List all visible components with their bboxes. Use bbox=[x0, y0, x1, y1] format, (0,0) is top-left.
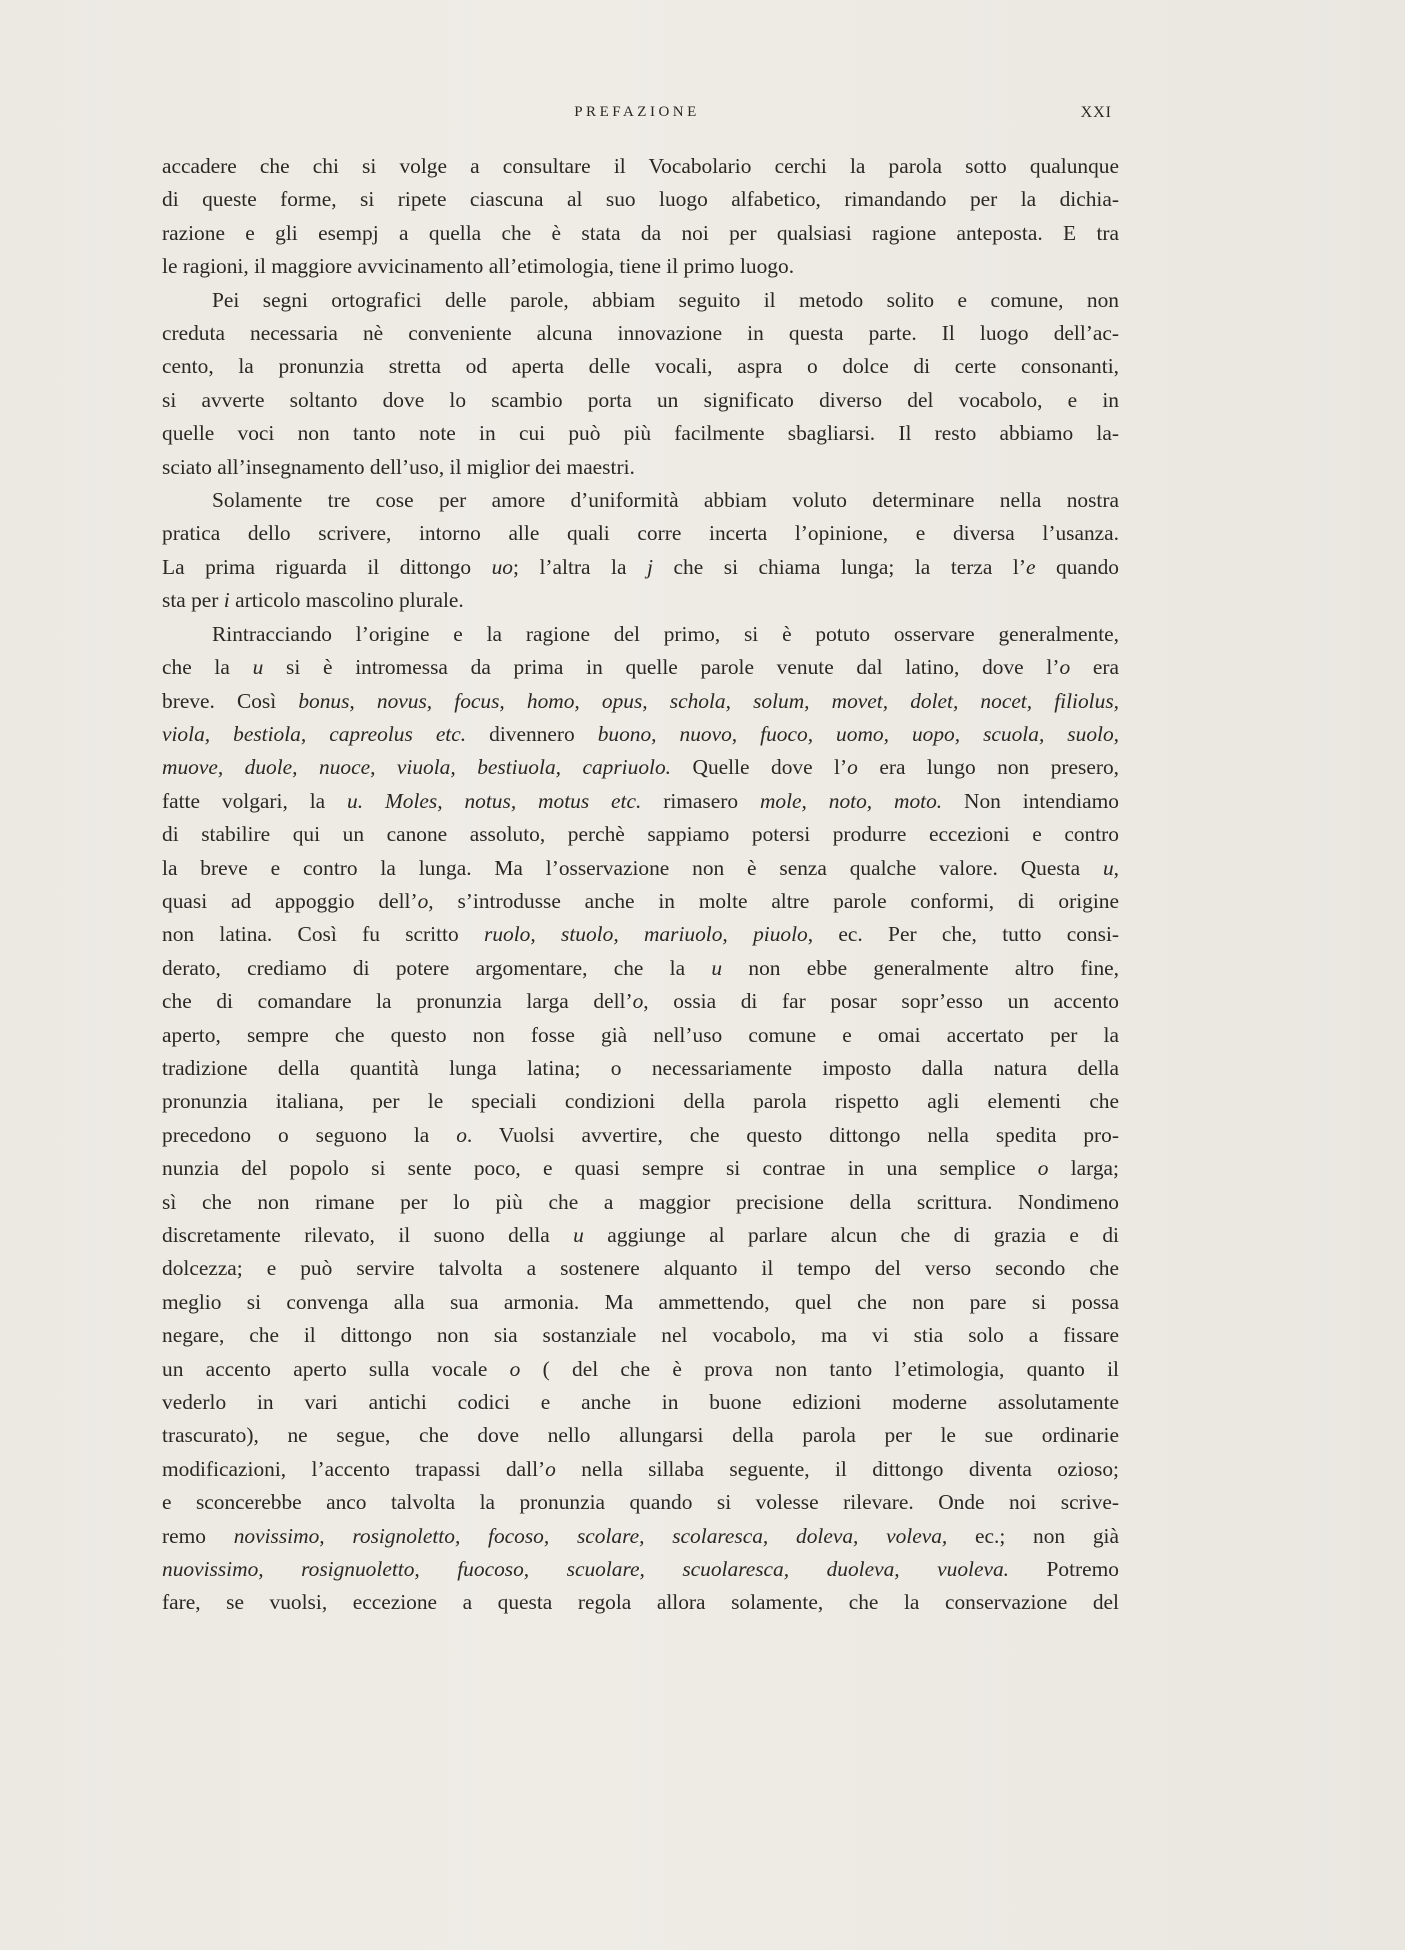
text-line: sciato all’insegnamento dell’uso, il miglior dei maestri. bbox=[162, 454, 635, 479]
text-line: fare, se vuolsi, eccezione a questa regola allora solamente, che la conservazione del bbox=[162, 1590, 1119, 1615]
text-line: Solamente tre cose per amore d’uniformità abbiam voluto determinare nella nostra bbox=[212, 488, 1119, 513]
text-line: quelle voci non tanto note in cui può più facilmente sbagliarsi. Il resto abbiamo la- bbox=[162, 421, 1119, 446]
text-line: modificazioni, l’accento trapassi dall’o nella sillaba seguente, il dittongo diventa ozioso; bbox=[162, 1456, 1119, 1481]
text-line: fatte volgari, la u. Moles, notus, motus etc. rimasero mole, noto, moto. Non intendiamo bbox=[162, 788, 1119, 813]
text-line: le ragioni, il maggiore avvicinamento all’etimologia, tiene il primo luogo. bbox=[162, 254, 795, 279]
text-line: breve. Così bonus, novus, focus, homo, opus, schola, solum, movet, dolet, nocet, filiolus, bbox=[162, 688, 1119, 713]
text-line: pratica dello scrivere, intorno alle quali corre incerta l’opinione, e diversa l’usanza. bbox=[162, 521, 1119, 546]
text-line: precedono o seguono la o. Vuolsi avvertire, che questo dittongo nella spedita pro- bbox=[162, 1122, 1119, 1147]
page-number: XXI bbox=[1080, 104, 1112, 121]
text-line: sì che non rimane per lo più che a maggior precisione della scrittura. Nondimeno bbox=[162, 1189, 1119, 1214]
text-line: accadere che chi si volge a consultare il Vocabolario cerchi la parola sotto qualunque bbox=[162, 154, 1119, 178]
text-line: creduta necessaria nè conveniente alcuna innovazione in questa parte. Il luogo dell’ac- bbox=[162, 321, 1119, 346]
text-line: La prima riguarda il dittongo uo; l’altra la j che si chiama lunga; la terza l’e quando bbox=[162, 554, 1119, 579]
text-line: vederlo in vari antichi codici e anche in buone edizioni moderne assolutamente bbox=[162, 1390, 1119, 1415]
text-line: non latina. Così fu scritto ruolo, stuolo, mariuolo, piuolo, ec. Per che, tutto consi- bbox=[162, 922, 1120, 947]
paragraph bbox=[162, 484, 1119, 618]
text-line: la breve e contro la lunga. Ma l’osservazione non è senza qualche valore. Questa u, bbox=[162, 855, 1119, 880]
text-line: remo novissimo, rosignoletto, focoso, scolare, scolaresca, doleva, voleva, ec.; non già bbox=[162, 1523, 1119, 1548]
text-line: muove, duole, nuoce, viuola, bestiuola, capriuolo. Quelle dove l’o era lungo non presero, bbox=[162, 755, 1119, 780]
running-head: PREFAZIONE bbox=[574, 104, 700, 120]
page-header bbox=[162, 104, 1112, 134]
text-line: viola, bestiola, capreolus etc. divennero buono, nuovo, fuoco, uomo, uopo, scuola, suolo, bbox=[162, 721, 1120, 746]
text-line: Rintracciando l’origine e la ragione del primo, si è potuto osservare generalmente, bbox=[212, 621, 1119, 646]
text-line: che di comandare la pronunzia larga dell’o, ossia di far posar sopr’esso un accento bbox=[162, 989, 1119, 1014]
text-line: aperto, sempre che questo non fosse già nell’uso comune e omai accertato per la bbox=[162, 1022, 1119, 1047]
text-line: un accento aperto sulla vocale o ( del che è prova non tanto l’etimologia, quanto il bbox=[162, 1356, 1119, 1381]
text-line: discretamente rilevato, il suono della u aggiunge al parlare alcun che di grazia e di bbox=[162, 1223, 1119, 1247]
text-line: nuovissimo, rosignuoletto, fuocoso, scuolare, scuolaresca, duoleva, vuoleva. Potremo bbox=[162, 1557, 1119, 1582]
text-line: meglio si convenga alla sua armonia. Ma ammettendo, quel che non pare si possa bbox=[162, 1289, 1119, 1314]
text-line: dolcezza; e può servire talvolta a sostenere alquanto il tempo del verso secondo che bbox=[162, 1256, 1119, 1281]
text-line: Pei segni ortografici delle parole, abbiam seguito il metodo solito e comune, non bbox=[212, 287, 1119, 312]
text-line: di queste forme, si ripete ciascuna al suo luogo alfabetico, rimandando per la dichia- bbox=[162, 187, 1119, 212]
text-line: pronunzia italiana, per le speciali condizioni della parola rispetto agli elementi che bbox=[162, 1089, 1119, 1114]
paragraph bbox=[162, 618, 1119, 1620]
text-line: razione e gli esempj a quella che è stata da noi per qualsiasi ragione anteposta. E tra bbox=[162, 220, 1119, 245]
text-line: quasi ad appoggio dell’o, s’introdusse anche in molte altre parole conformi, di origine bbox=[162, 888, 1119, 913]
paragraph bbox=[162, 150, 1119, 284]
text-line: di stabilire qui un canone assoluto, perchè sappiamo potersi produrre eccezioni e contro bbox=[162, 822, 1119, 847]
text-line: negare, che il dittongo non sia sostanziale nel vocabolo, ma vi stia solo a fissare bbox=[162, 1323, 1119, 1348]
body-text bbox=[162, 150, 1119, 1620]
text-line: derato, crediamo di potere argomentare, che la u non ebbe generalmente altro fine, bbox=[162, 955, 1119, 980]
text-line: trascurato), ne segue, che dove nello allungarsi della parola per le sue ordinarie bbox=[162, 1423, 1119, 1448]
text-line: sta per i articolo mascolino plurale. bbox=[162, 588, 464, 613]
text-line: si avverte soltanto dove lo scambio porta un significato diverso del vocabolo, e in bbox=[162, 387, 1119, 412]
text-line: cento, la pronunzia stretta od aperta delle vocali, aspra o dolce di certe consonanti, bbox=[162, 354, 1119, 379]
text-line: nunzia del popolo si sente poco, e quasi sempre si contrae in una semplice o larga; bbox=[162, 1156, 1119, 1181]
text-line: che la u si è intromessa da prima in quelle parole venute dal latino, dove l’o era bbox=[162, 655, 1119, 680]
text-line: tradizione della quantità lunga latina; o necessariamente imposto dalla natura della bbox=[162, 1055, 1119, 1080]
paragraph bbox=[162, 284, 1119, 484]
text-line: e sconcerebbe anco talvolta la pronunzia quando si volesse rilevare. Onde noi scrive- bbox=[162, 1490, 1119, 1515]
